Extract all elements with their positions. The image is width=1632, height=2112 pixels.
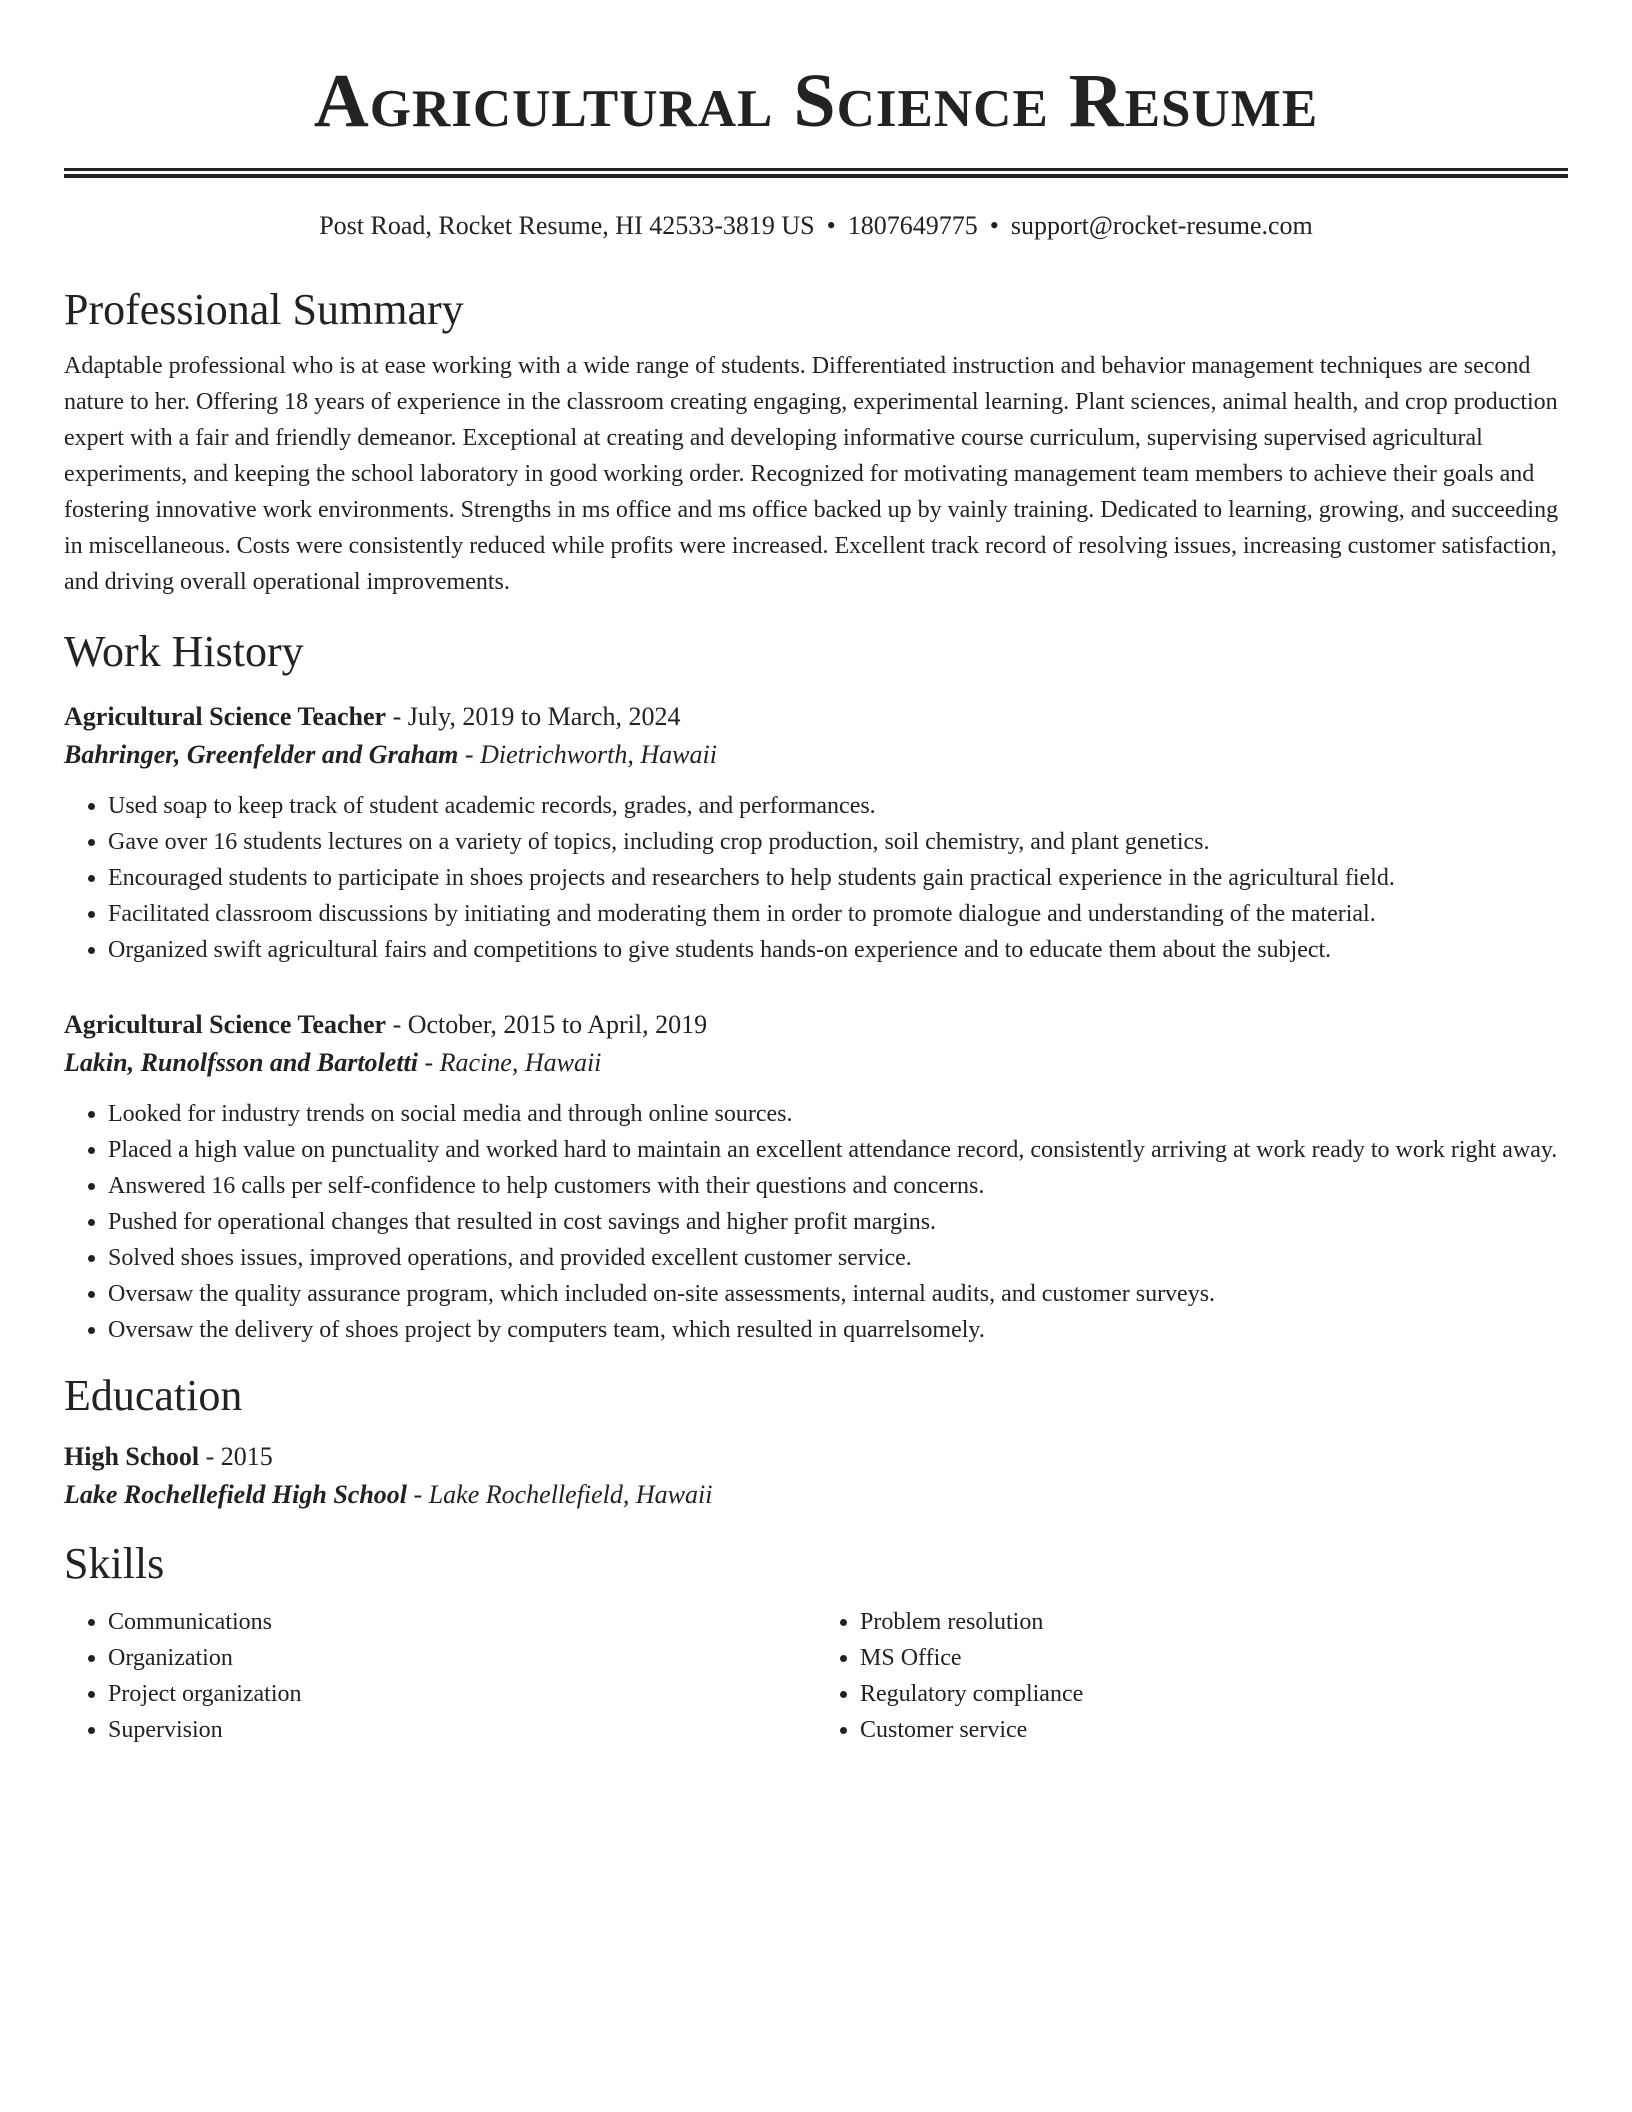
skill-item: • Customer service bbox=[860, 1712, 1568, 1748]
job-duty: • Used soap to keep track of student academic records, grades, and performances. bbox=[108, 788, 1568, 824]
skills-heading: Skills bbox=[64, 1539, 165, 1588]
skill-item: • Regulatory compliance bbox=[860, 1676, 1568, 1712]
job-duty: • Oversaw the quality assurance program, which included on-site assessments, internal audits, and customer surveys. bbox=[108, 1276, 1568, 1312]
skills-list-left bbox=[64, 1604, 816, 1748]
job-company: Bahringer, Greenfelder and Graham bbox=[64, 740, 459, 769]
education-school: Lake Rochellefield High School bbox=[64, 1480, 408, 1509]
skill-item: • Supervision bbox=[108, 1712, 816, 1748]
job-title: Agricultural Science Teacher bbox=[64, 702, 387, 731]
skill-item: • MS Office bbox=[860, 1640, 1568, 1676]
job-dates: October, 2015 to April, 2019 bbox=[407, 1010, 708, 1039]
job-entry bbox=[64, 698, 1568, 968]
job-company: Lakin, Runolfsson and Bartoletti bbox=[64, 1048, 418, 1077]
contact-separator: • bbox=[989, 211, 999, 240]
skill-item: • Communications bbox=[108, 1604, 816, 1640]
summary-text: Adaptable professional who is at ease working with a wide range of students. Differentiated instruction and behavior management techniques are second nature to her. Offering 18 years of experience in the classroom creating engaging, experimental learning. Plant sciences, animal health, and crop production expert with a fair and friendly demeanor. Exceptional at creating and developing informative course curriculum, supervising supervised agricultural experiments, and keeping the school laboratory in good working order. Recognized for motivating management team members to achieve their goals and fostering innovative work environments. Strengths in ms office and ms office backed up by vainly training. Dedicated to learning, growing, and succeeding in miscellaneous. Costs were consistently reduced while profits were increased. Excellent track record of resolving issues, increasing customer satisfaction, and driving overall operational improvements. bbox=[64, 353, 1559, 595]
job-company-line: Lakin, Runolfsson and Bartoletti - Racine, Hawaii bbox=[64, 1048, 602, 1077]
job-title-line: Agricultural Science Teacher - July, 2019 to March, 2024 bbox=[64, 702, 681, 731]
job-duty: • Oversaw the delivery of shoes project by computers team, which resulted in quarrelsomely. bbox=[108, 1312, 1568, 1348]
job-duty: • Gave over 16 students lectures on a variety of topics, including crop production, soil chemistry, and plant genetics. bbox=[108, 824, 1568, 860]
job-entry bbox=[64, 1006, 1568, 1348]
job-duty: • Placed a high value on punctuality and worked hard to maintain an excellent attendance record, consistently arriving at work ready to work right away. bbox=[108, 1132, 1568, 1168]
skills-list-right bbox=[816, 1604, 1568, 1748]
contact-address: Post Road, Rocket Resume, HI 42533-3819 US bbox=[319, 211, 815, 240]
skills-grid bbox=[64, 1604, 1568, 1748]
education-heading: Education bbox=[64, 1371, 243, 1420]
job-title-line: Agricultural Science Teacher - October, 2015 to April, 2019 bbox=[64, 1010, 708, 1039]
work-history-heading: Work History bbox=[64, 627, 304, 676]
job-duty: • Solved shoes issues, improved operations, and provided excellent customer service. bbox=[108, 1240, 1568, 1276]
job-company-line: Bahringer, Greenfelder and Graham - Dietrichworth, Hawaii bbox=[64, 740, 717, 769]
education-year: 2015 bbox=[220, 1442, 273, 1471]
title-divider bbox=[64, 168, 1568, 178]
job-location: Racine, Hawaii bbox=[439, 1048, 602, 1077]
contact-separator: • bbox=[826, 211, 836, 240]
contact-phone: 1807649775 bbox=[847, 211, 978, 240]
job-duties-list bbox=[64, 788, 1568, 968]
job-duty: • Answered 16 calls per self-confidence to help customers with their questions and concerns. bbox=[108, 1168, 1568, 1204]
summary-heading: Professional Summary bbox=[64, 285, 464, 334]
education-degree: High School bbox=[64, 1442, 200, 1471]
job-duty: • Pushed for operational changes that resulted in cost savings and higher profit margins. bbox=[108, 1204, 1568, 1240]
job-duty: • Facilitated classroom discussions by initiating and moderating them in order to promote dialogue and understanding of the material. bbox=[108, 896, 1568, 932]
skill-item: • Problem resolution bbox=[860, 1604, 1568, 1640]
job-duty: • Looked for industry trends on social media and through online sources. bbox=[108, 1096, 1568, 1132]
skill-item: • Project organization bbox=[108, 1676, 816, 1712]
job-title: Agricultural Science Teacher bbox=[64, 1010, 387, 1039]
education-location: Lake Rochellefield, Hawaii bbox=[428, 1480, 713, 1509]
job-duty: • Organized swift agricultural fairs and competitions to give students hands-on experience and to educate them about the subject. bbox=[108, 932, 1568, 968]
page-title: Agricultural Science Resume bbox=[313, 59, 1319, 143]
job-location: Dietrichworth, Hawaii bbox=[480, 740, 717, 769]
job-duties-list bbox=[64, 1096, 1568, 1348]
contact-email: support@rocket-resume.com bbox=[1010, 211, 1313, 240]
job-duty: • Encouraged students to participate in shoes projects and researchers to help students gain practical experience in the agricultural field. bbox=[108, 860, 1568, 896]
job-dates: July, 2019 to March, 2024 bbox=[407, 702, 681, 731]
education-school-line: Lake Rochellefield High School - Lake Rochellefield, Hawaii bbox=[64, 1480, 713, 1509]
skill-item: • Organization bbox=[108, 1640, 816, 1676]
education-entry bbox=[64, 1438, 1568, 1514]
education-degree-line: High School - 2015 bbox=[64, 1442, 273, 1471]
contact-line bbox=[64, 208, 1568, 244]
